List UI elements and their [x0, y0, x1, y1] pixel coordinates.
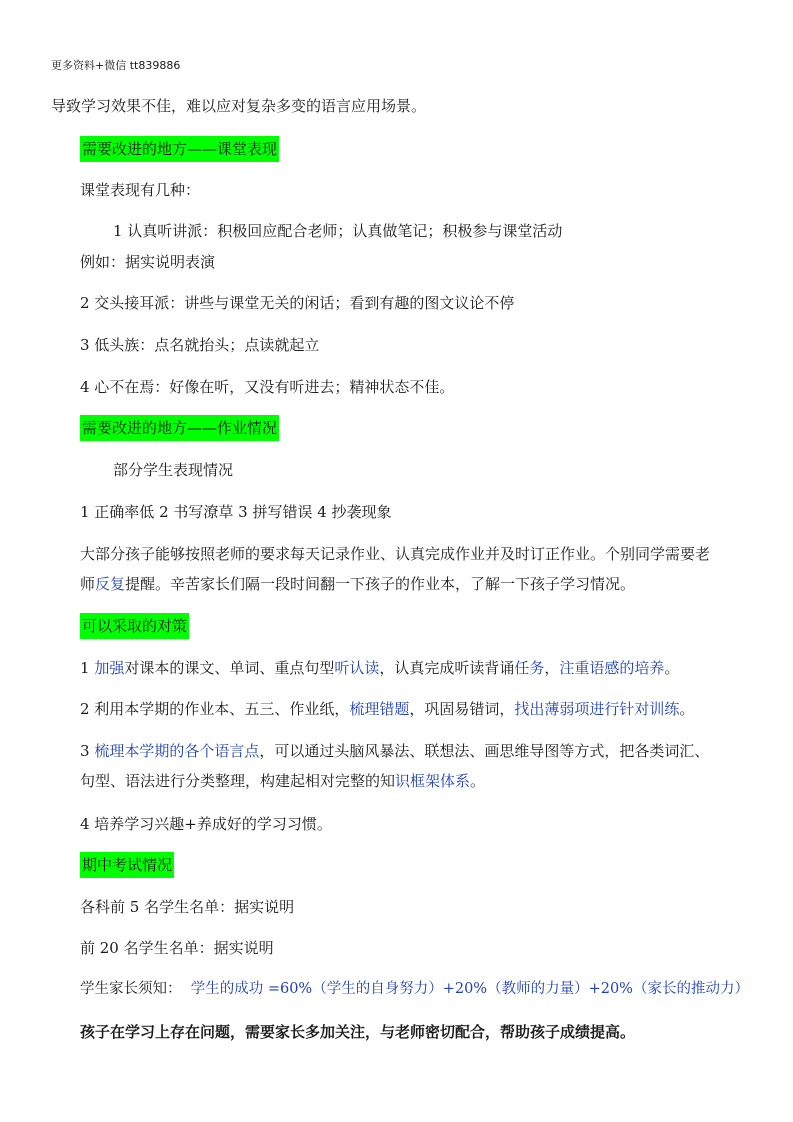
classroom-item-1: 1 认真听讲派：积极回应配合老师；认真做笔记；积极参与课堂活动: [113, 222, 563, 240]
top20-list: 前 20 名学生名单：据实说明: [80, 939, 274, 957]
text: 1: [80, 659, 95, 677]
classroom-item-4: 4 心不在焉：好像在听，又没有听进去；精神状态不佳。: [80, 378, 455, 396]
text: 句型、语法进行分类整理，构建起相对完整的知: [80, 772, 396, 790]
homework-paragraph-line2: [80, 574, 635, 594]
section-heading-homework: [80, 418, 279, 438]
text: 师: [80, 575, 96, 593]
homework-paragraph-line1: 大部分孩子能够按照老师的要求每天记录作业、认真完成作业并及时订正作业。个别同学需要老: [80, 545, 711, 563]
closing-statement: 孩子在学习上存在问题，需要家长多加关注，与老师密切配合，帮助孩子成绩提高。: [80, 1023, 636, 1041]
intro-paragraph-tail: 导致学习效果不佳，难以应对复杂多变的语言应用场景。: [51, 97, 427, 115]
text: ，: [544, 659, 560, 677]
text: 3: [80, 742, 95, 760]
highlight-text: 识框架体系: [395, 772, 471, 790]
highlight-text: 加强: [94, 659, 125, 677]
heading-text: 需要改进的地方——课堂表现: [80, 136, 279, 162]
highlight-text: 注重语感的培养: [559, 659, 665, 677]
top5-list: 各科前 5 名学生名单：据实说明: [80, 898, 295, 916]
text: 。: [664, 659, 680, 677]
notice-formula: 学生的成功 =60%（学生的自身努力）+20%（教师的力量）+20%（家长的推动力）: [190, 981, 749, 997]
text: 对课本的课文、单词、重点句型: [124, 659, 335, 677]
text: ，认真完成听读背诵: [379, 659, 515, 677]
homework-list: 1 正确率低 2 书写潦草 3 拼写错误 4 抄袭现象: [80, 503, 392, 521]
highlight-text: 梳理错题: [349, 700, 410, 718]
text: ，巩固易错词，: [409, 700, 515, 718]
strategy-1: [80, 658, 679, 678]
strategy-3-line2: [80, 771, 485, 791]
classroom-item-2: 2 交头接耳派：讲些与课堂无关的闲话；看到有趣的图文议论不停: [80, 294, 515, 312]
heading-text: 需要改进的地方——作业情况: [80, 415, 279, 441]
section-heading-strategies: [80, 616, 189, 636]
notice-label: 学生家长须知：: [80, 981, 182, 997]
text: ，可以通过头脑风暴法、联想法、画思维导图等方式，把各类词汇、: [259, 742, 710, 760]
highlight-text: 找出薄弱项进行针对训练: [514, 700, 680, 718]
classroom-example: 例如：据实说明表演: [80, 253, 216, 271]
strategy-4: 4 培养学习兴趣+养成好的学习习惯。: [80, 815, 332, 833]
highlight-text: 任务: [514, 659, 545, 677]
strategy-3-line1: [80, 741, 709, 761]
heading-text: 可以采取的对策: [80, 613, 189, 639]
highlight-text: 听认读: [334, 659, 380, 677]
section-heading-midterm: [80, 855, 174, 875]
highlight-text: 反复: [95, 575, 126, 593]
text: 。: [470, 772, 486, 790]
text: 2 利用本学期的作业本、五三、作业纸，: [80, 700, 350, 718]
section-heading-classroom: [80, 139, 279, 159]
homework-sub: 部分学生表现情况: [113, 461, 234, 479]
heading-text: 期中考试情况: [80, 852, 174, 878]
parent-notice: [80, 979, 749, 999]
page-header: 更多资料+微信 tt839886: [51, 59, 181, 72]
classroom-item-3: 3 低头族：点名就抬头；点读就起立: [80, 336, 320, 354]
strategy-2: [80, 699, 694, 719]
text: 提醒。辛苦家长们隔一段时间翻一下孩子的作业本，了解一下孩子学习情况。: [125, 575, 636, 593]
text: 。: [679, 700, 695, 718]
classroom-intro: 课堂表现有几种：: [80, 181, 201, 199]
highlight-text: 梳理本学期的各个语言点: [94, 742, 260, 760]
